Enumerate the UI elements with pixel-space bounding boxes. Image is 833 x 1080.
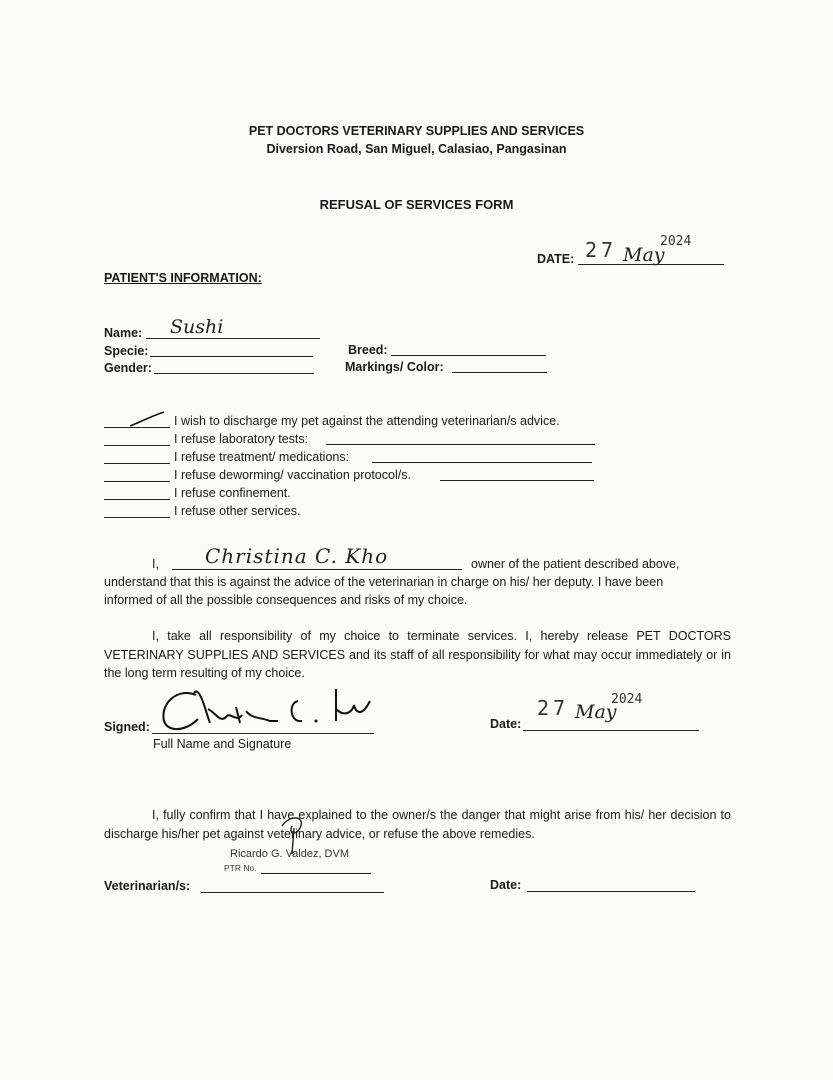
option-text-confinement: I refuse confinement.	[174, 486, 291, 500]
option-blank[interactable]	[104, 517, 170, 518]
signed-label: Signed:	[104, 720, 150, 734]
markings-line	[452, 372, 547, 373]
name-line	[146, 338, 320, 339]
owner-date-label: Date:	[490, 717, 522, 731]
clinic-name: PET DOCTORS VETERINARY SUPPLIES AND SERVICES	[248, 124, 585, 138]
breed-line	[391, 355, 546, 356]
breed-label: Breed:	[348, 343, 388, 357]
vet-confirmation-paragraph	[104, 806, 731, 843]
vet-date-label: Date:	[490, 878, 522, 892]
treatment-line[interactable]	[372, 462, 592, 463]
date-month: May	[623, 244, 665, 266]
name-value: Sushi	[170, 316, 224, 338]
option-text-discharge: I wish to discharge my pet against the attending veterinarian/s advice.	[174, 414, 560, 428]
gender-line	[154, 373, 314, 374]
owner-name-line[interactable]	[172, 569, 462, 570]
clinic-address: Diversion Road, San Miguel, Calasiao, Pangasinan	[266, 142, 567, 156]
lab-tests-line[interactable]	[326, 444, 595, 445]
owner-date-line[interactable]	[523, 730, 699, 731]
statement-line3: informed of all the possible consequences and risks of my choice.	[104, 593, 468, 607]
veterinarian-line[interactable]	[201, 892, 384, 893]
statement-line1: owner of the patient described above,	[471, 557, 680, 571]
owner-signature-icon	[156, 683, 381, 738]
owner-name-value: Christina C. Kho	[205, 544, 389, 568]
vet-name: Ricardo G. Valdez, DVM	[230, 848, 350, 860]
date-year: 2024	[660, 234, 692, 249]
check-mark-icon	[128, 410, 168, 430]
option-blank[interactable]	[104, 481, 170, 482]
option-blank[interactable]	[104, 499, 170, 500]
option-blank[interactable]	[104, 445, 170, 446]
option-text-treatment: I refuse treatment/ medications:	[174, 450, 350, 464]
specie-label: Specie:	[104, 344, 149, 358]
date-day: 27	[585, 238, 618, 262]
option-text-deworming: I refuse deworming/ vaccination protocol/s.	[174, 468, 411, 482]
markings-label: Markings/ Color:	[345, 360, 444, 374]
release-paragraph	[104, 627, 731, 683]
statement-i: I,	[152, 557, 159, 571]
patient-section-title: PATIENT'S INFORMATION:	[104, 271, 262, 285]
gender-label: Gender:	[104, 361, 152, 375]
option-text-lab-tests: I refuse laboratory tests:	[174, 432, 309, 446]
name-label: Name:	[104, 326, 143, 340]
veterinarian-label: Veterinarian/s:	[104, 879, 191, 893]
vet-date-line[interactable]	[527, 891, 695, 892]
ptr-line[interactable]	[261, 873, 371, 874]
deworming-line[interactable]	[440, 480, 594, 481]
ptr-label: PTR No.	[224, 863, 257, 873]
form-title: REFUSAL OF SERVICES FORM	[319, 197, 514, 212]
owner-date-month: May	[575, 701, 617, 723]
vet-confirmation-text: I, fully confirm that I have explained to the owner/s the danger that might arise from his/ her decision to discharge his/her pet against veterinary advice, or refuse the above remedies.	[104, 808, 731, 841]
owner-date-year: 2024	[611, 692, 643, 707]
option-blank[interactable]	[104, 463, 170, 464]
date-label: DATE:	[537, 252, 575, 266]
owner-date-day: 27	[537, 696, 570, 720]
statement-line2: understand that this is against the advice of the veterinarian in charge on his/ her deputy. I have been	[104, 575, 664, 589]
option-text-other: I refuse other services.	[174, 504, 301, 518]
signature-caption: Full Name and Signature	[153, 737, 292, 751]
release-text: I, take all responsibility of my choice to terminate services. I, hereby release PET DOCTORS VETERINARY SUPPLIES AND SERVICES and its staff of all responsibility for what may occur immediately or in the long term resulting of my choice.	[104, 629, 731, 680]
specie-line	[150, 356, 313, 357]
